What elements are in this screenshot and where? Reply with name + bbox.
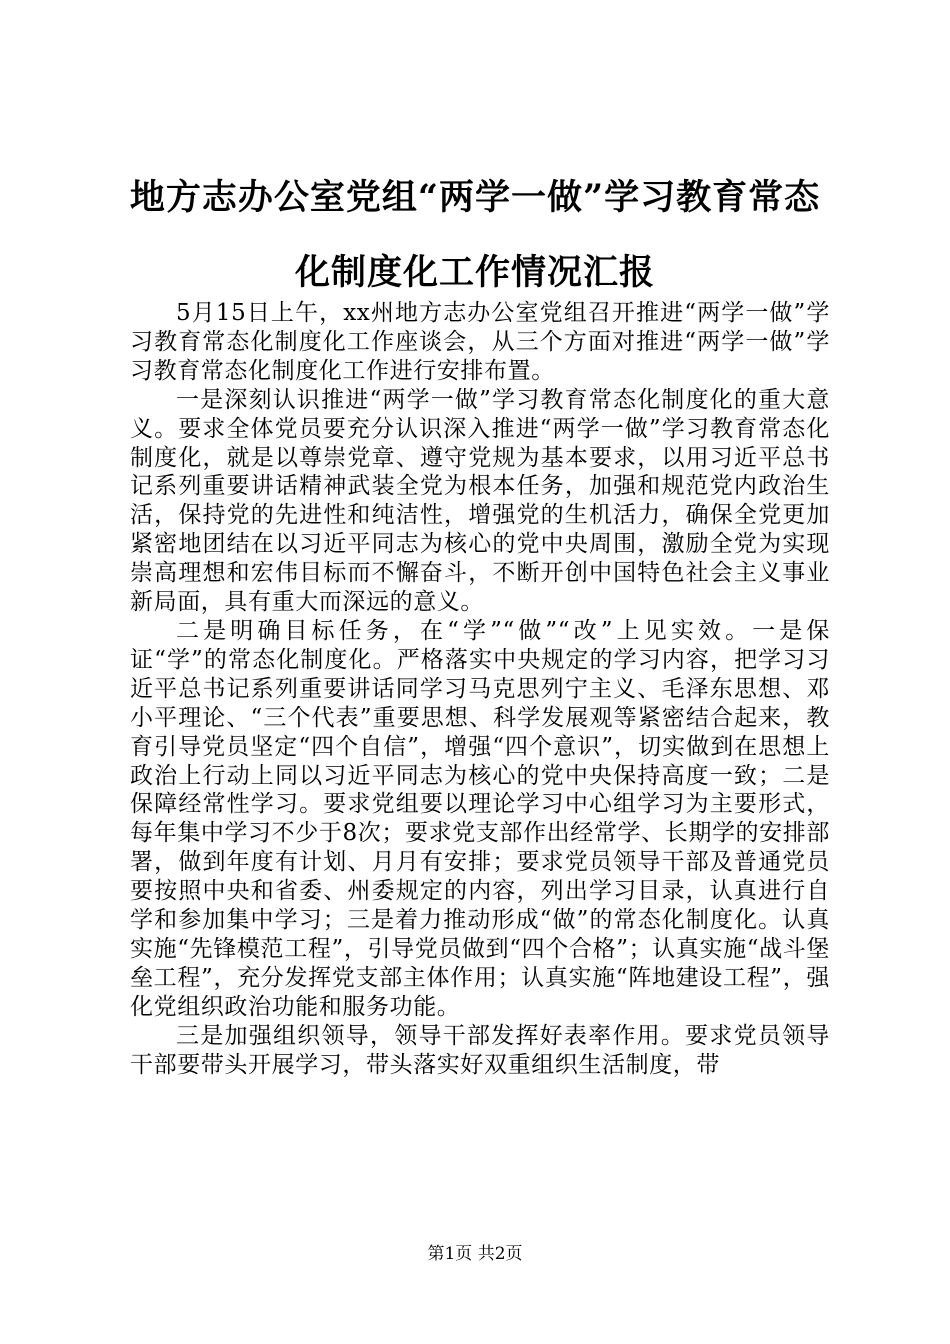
paragraph-point-one: 一是深刻认识推进“两学一做”学习教育常态化制度化的重大意义。要求全体党员要充分认识深入推进“两学一做”学习教育常态化制度化，就是以尊崇党章、遵守党规为基本要求，以用习近平总书记系列重要讲话精神武装全党为根本任务，加强和规范党内政治生活，保持党的先进性和纯洁性，增强党的生机活力，确保全党更加紧密地团结在以习近平同志为核心的党中央周围，激励全党为实现崇高理想和宏伟目标而不懈奋斗，不断开创中国特色社会主义事业新局面，具有重大而深远的意义。: [130, 386, 830, 616]
document-title: 地方志办公室党组“两学一做”学习教育常态化制度化工作情况汇报: [129, 177, 821, 293]
document-body: [130, 299, 830, 1079]
paragraph-point-two: 二是明确目标任务，在“学”“做”“改”上见实效。一是保证“学”的常态化制度化。严格落实中央规定的学习内容，把学习习近平总书记系列重要讲话同学习马克思列宁主义、毛泽东思想、邓小平理论、“三个代表”重要思想、科学发展观等紧密结合起来，教育引导党员坚定“四个自信”，增强“四个意识”，切实做到在思想上政治上行动上同以习近平同志为核心的党中央保持高度一致；二是保障经常性学习。要求党组要以理论学习中心组学习为主要形式，每年集中学习不少于8次；要求党支部作出经常学、长期学的安排部署，做到年度有计划、月月有安排；要求党员领导干部及普通党员要按照中央和省委、州委规定的内容，列出学习目录，认真进行自学和参加集中学习；三是着力推动形成“做”的常态化制度化。认真实施“先锋模范工程”，引导党员做到“四个合格”；认真实施“战斗堡垒工程”，充分发挥党支部主体作用；认真实施“阵地建设工程”，强化党组织政治功能和服务功能。: [130, 617, 830, 1020]
page-number-footer: 第1页 共2页: [427, 1244, 523, 1264]
paragraph-intro: 5月15日上午，xx州地方志办公室党组召开推进“两学一做”学习教育常态化制度化工作座谈会，从三个方面对推进“两学一做”学习教育常态化制度化工作进行安排布置。: [130, 300, 830, 384]
paragraph-point-three: 三是加强组织领导，领导干部发挥好表率作用。要求党员领导干部要带头开展学习，带头落实好双重组织生活制度，带: [130, 1022, 830, 1078]
